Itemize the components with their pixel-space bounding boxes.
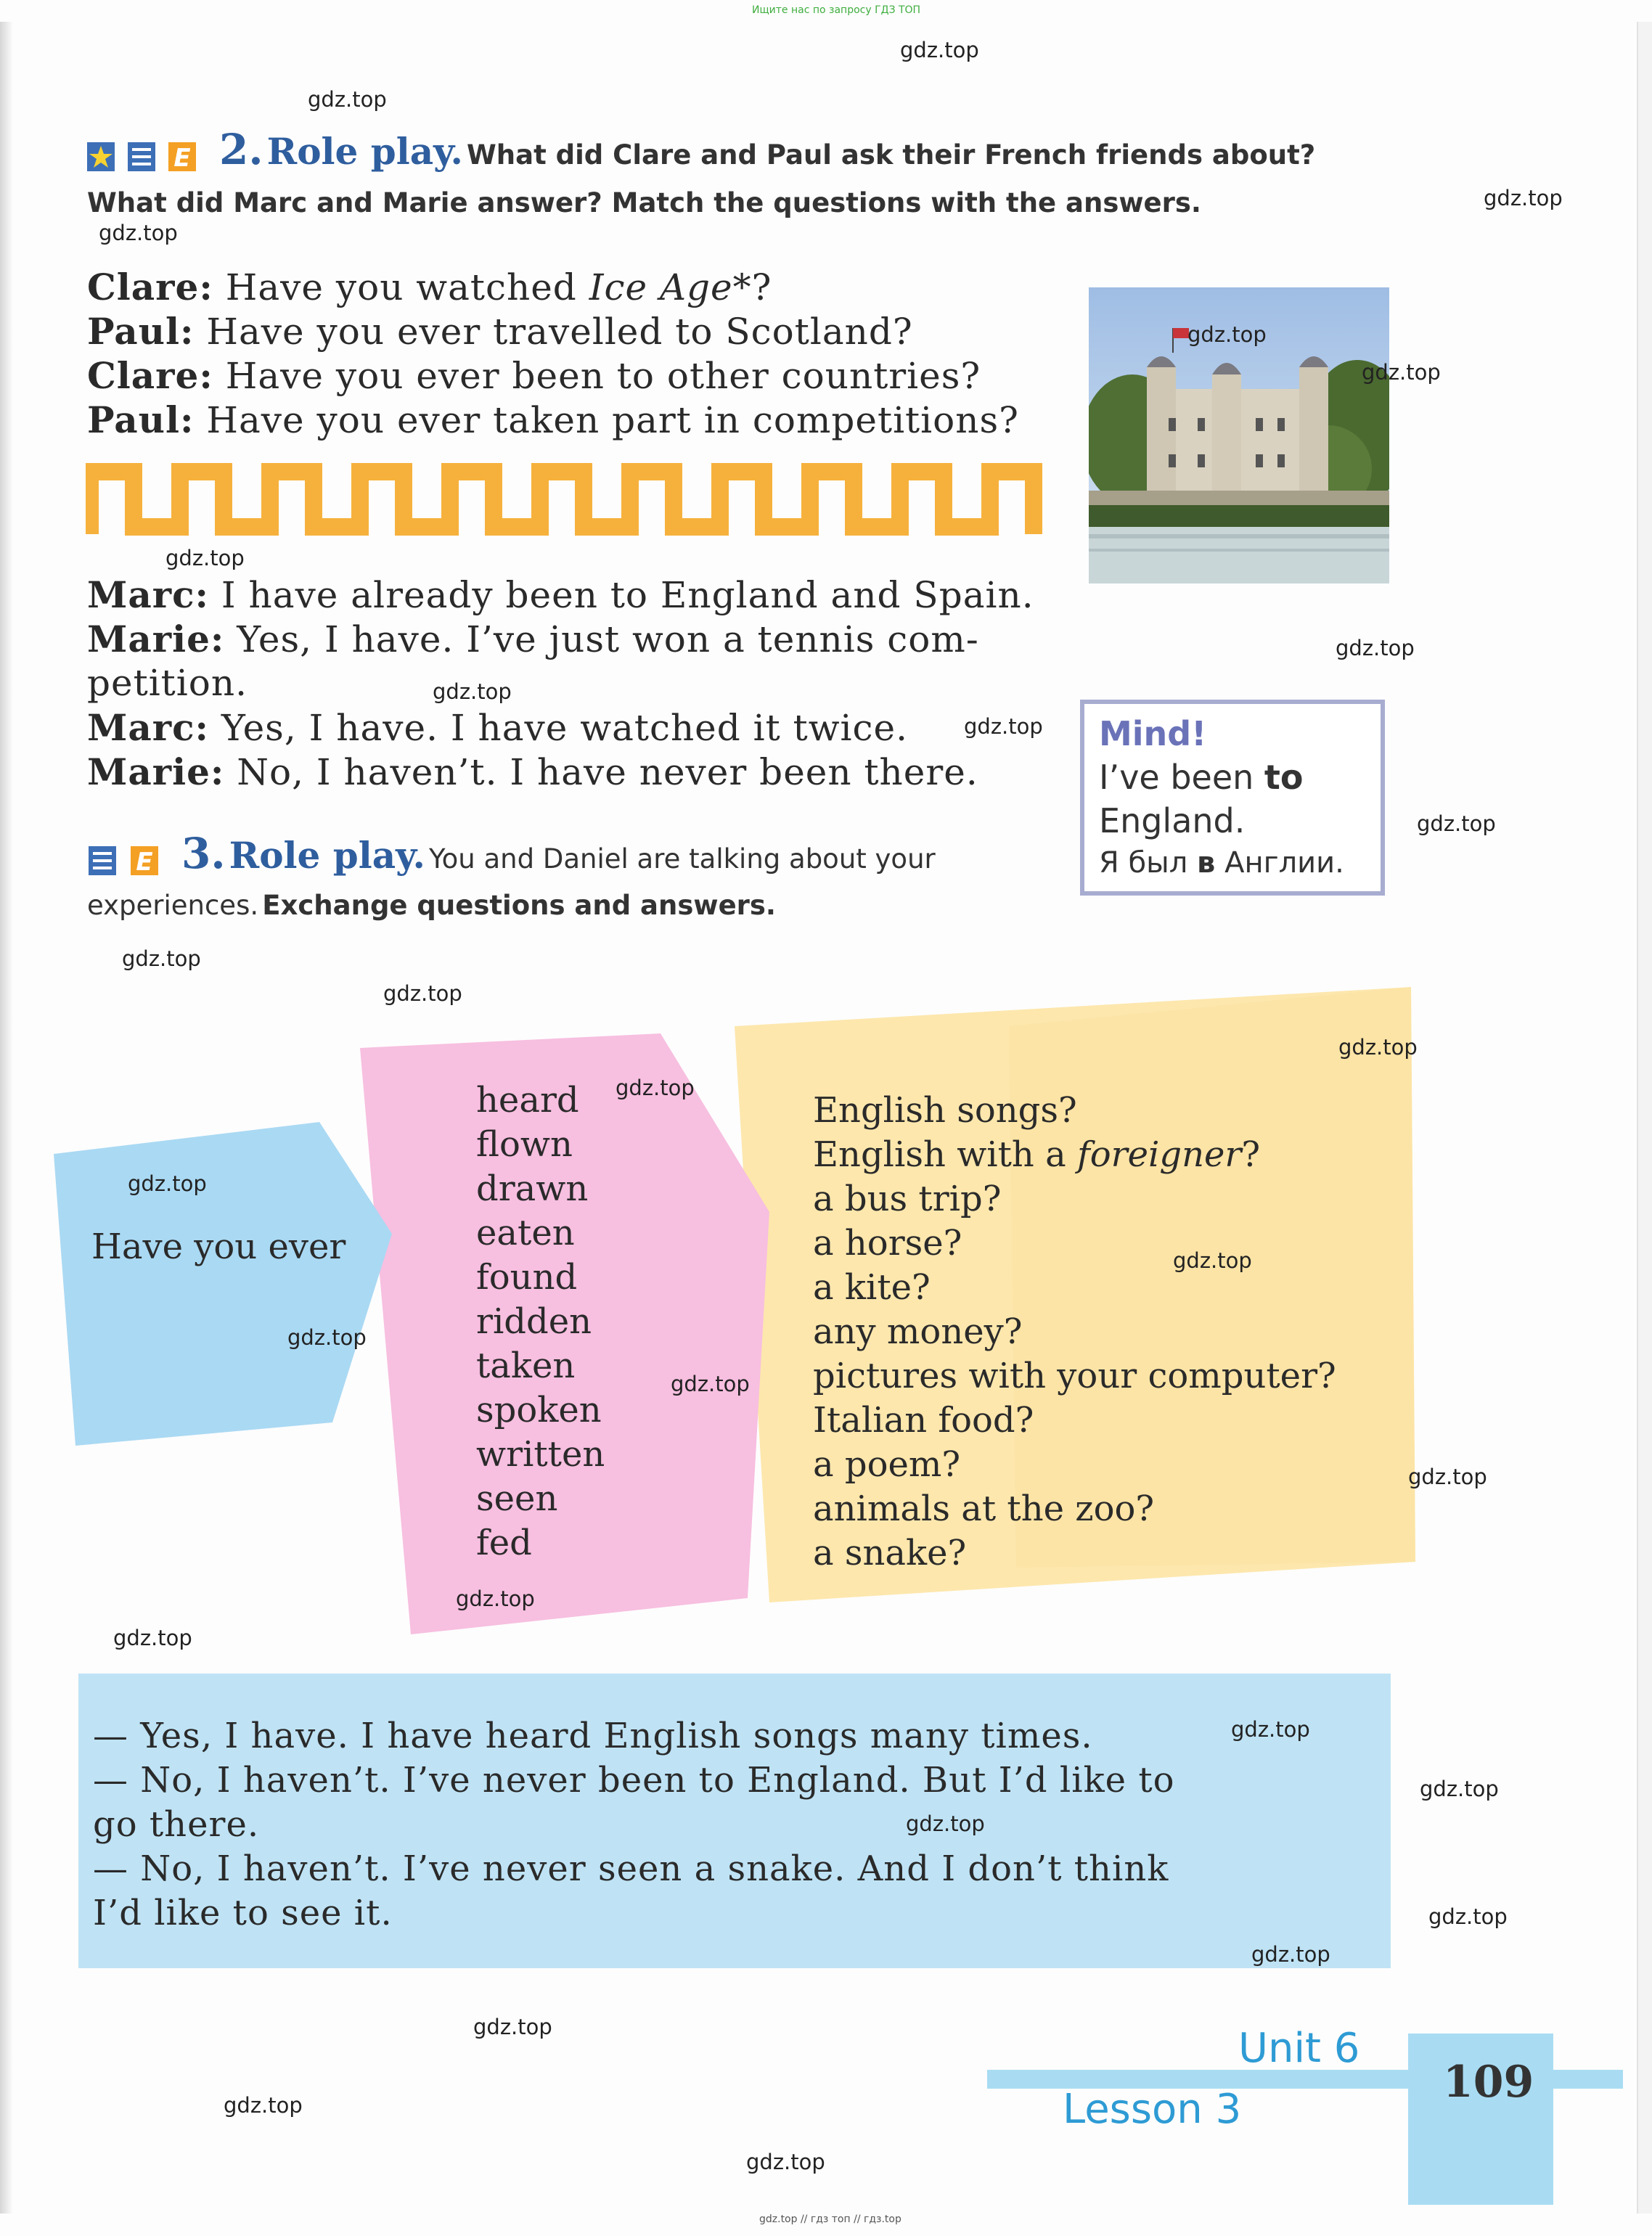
- mind-box: [1080, 700, 1385, 896]
- watermark: gdz.top: [1428, 1904, 1508, 1929]
- watermark: gdz.top: [746, 2150, 825, 2174]
- object-item: a horse?: [813, 1223, 962, 1264]
- watermark: gdz.top: [1420, 1777, 1499, 1801]
- e-letter-icon: [168, 142, 196, 171]
- page-edge: [1637, 22, 1652, 2214]
- mind-line-3: Я был в Англии.: [1099, 846, 1344, 880]
- example-answer-line: — No, I haven’t. I’ve never seen a snake. And I don’t think: [93, 1848, 1169, 1889]
- watermark: gdz.top: [1362, 360, 1441, 385]
- mind-line-1: I’ve been to: [1099, 758, 1304, 797]
- example-answer-line: go there.: [93, 1804, 260, 1845]
- exercise-3-number: 3.: [181, 829, 226, 878]
- watermark: gdz.top: [99, 221, 178, 245]
- watermark: gdz.top: [433, 679, 512, 704]
- watermark: gdz.top: [1417, 811, 1496, 836]
- e-letter-icon-2: [131, 846, 158, 875]
- exercise-2-heading: [219, 125, 1315, 174]
- watermark: gdz.top: [165, 546, 245, 570]
- answer-2-continued: petition.: [87, 662, 248, 704]
- watermark: gdz.top: [1173, 1248, 1252, 1273]
- mind-title: Mind!: [1099, 714, 1207, 753]
- watermark: gdz.top: [224, 2093, 303, 2118]
- watermark: gdz.top: [1336, 636, 1415, 660]
- answer-4: Marie: No, I haven’t. I have never been there.: [87, 750, 978, 793]
- object-item: any money?: [813, 1311, 1023, 1352]
- verb-item: drawn: [476, 1168, 589, 1209]
- exercise-2-title: Role play.: [266, 130, 463, 173]
- star-icon: [87, 142, 115, 171]
- example-answer-line: I’d like to see it.: [93, 1893, 393, 1933]
- verb-item: spoken: [476, 1390, 602, 1430]
- mind-line-2: England.: [1099, 801, 1246, 840]
- watermark: gdz.top: [128, 1171, 207, 1196]
- verb-item: eaten: [476, 1213, 575, 1253]
- watermark: gdz.top: [900, 38, 979, 62]
- object-item: animals at the zoo?: [813, 1488, 1155, 1529]
- verb-item: ridden: [476, 1301, 592, 1342]
- verb-item: seen: [476, 1478, 558, 1519]
- watermark: gdz.top: [1484, 186, 1563, 210]
- exercise-3-instruction: You and Daniel are talking about your: [428, 843, 936, 875]
- verb-item: taken: [476, 1346, 576, 1386]
- exercise-3-instruction-2: experiences. Exchange questions and answers.: [87, 890, 776, 921]
- watermark: gdz.top: [1408, 1465, 1487, 1489]
- watermark: gdz.top: [456, 1586, 535, 1611]
- svg-text:E: E: [136, 848, 153, 875]
- object-item: English songs?: [813, 1090, 1077, 1131]
- exercise-2-instruction-2: What did Marc and Marie answer? Match the questions with the answers.: [87, 187, 1201, 218]
- meander-divider: [86, 462, 1044, 537]
- watermark: gdz.top: [122, 946, 201, 971]
- watermark: gdz.top: [1251, 1942, 1330, 1967]
- answer-3: Marc: Yes, I have. I have watched it twice.: [87, 706, 909, 749]
- watermark: gdz.top: [671, 1372, 750, 1396]
- question-3: Clare: Have you ever been to other countries?: [87, 354, 981, 397]
- stem-text: Have you ever: [91, 1226, 346, 1267]
- watermark: gdz.top: [383, 981, 462, 1006]
- question-2: Paul: Have you ever travelled to Scotland?: [87, 310, 913, 353]
- unit-label: Unit 6: [1238, 2025, 1360, 2072]
- bottom-note: gdz.top // гдз топ // гдз.top: [759, 2214, 901, 2225]
- object-item: pictures with your computer?: [813, 1356, 1336, 1396]
- page-number: 109: [1443, 2057, 1534, 2108]
- verb-item: heard: [476, 1080, 579, 1121]
- watermark: gdz.top: [964, 714, 1043, 739]
- verb-item: flown: [476, 1124, 573, 1165]
- object-item: a poem?: [813, 1444, 961, 1485]
- question-1: Clare: Have you watched Ice Age*?: [87, 266, 772, 308]
- exercise-3-heading: [181, 829, 936, 878]
- exercise-2-number: 2.: [219, 125, 263, 174]
- object-item: Italian food?: [813, 1400, 1034, 1441]
- exercise-2-instruction-1: What did Clare and Paul ask their French friends about?: [466, 139, 1316, 171]
- watermark: gdz.top: [113, 1626, 192, 1650]
- exercise-3-title: Role play.: [229, 834, 425, 877]
- svg-text:E: E: [173, 144, 191, 171]
- list-icon-2: [89, 846, 116, 875]
- lesson-label: Lesson 3: [1063, 2086, 1242, 2133]
- watermark: gdz.top: [616, 1076, 695, 1100]
- example-answer-line: — No, I haven’t. I’ve never been to England. But I’d like to: [93, 1760, 1175, 1801]
- object-item: a bus trip?: [813, 1179, 1002, 1219]
- watermark: gdz.top: [1231, 1717, 1310, 1742]
- watermark: gdz.top: [906, 1811, 985, 1836]
- object-item: a kite?: [813, 1267, 931, 1308]
- top-note: Ищите нас по запросу ГДЗ ТОП: [752, 4, 921, 16]
- answer-1: Marc: I have already been to England and Spain.: [87, 573, 1034, 616]
- verb-list: [476, 1078, 605, 1565]
- watermark: gdz.top: [473, 2015, 552, 2039]
- question-4: Paul: Have you ever taken part in competitions?: [87, 398, 1019, 441]
- object-list: [813, 1089, 1336, 1576]
- list-icon: [128, 142, 155, 171]
- object-item: a snake?: [813, 1533, 967, 1573]
- verb-item: found: [476, 1257, 578, 1298]
- verb-item: fed: [476, 1523, 532, 1563]
- watermark: gdz.top: [1338, 1035, 1418, 1060]
- example-answer-line: — Yes, I have. I have heard English songs many times.: [93, 1716, 1093, 1756]
- answer-2: Marie: Yes, I have. I’ve just won a tennis com-: [87, 618, 979, 660]
- object-item: English with a foreigner?: [813, 1134, 1261, 1175]
- watermark: gdz.top: [287, 1325, 367, 1350]
- watermark: gdz.top: [308, 87, 387, 112]
- verb-item: written: [476, 1434, 605, 1475]
- watermark: gdz.top: [1187, 322, 1267, 347]
